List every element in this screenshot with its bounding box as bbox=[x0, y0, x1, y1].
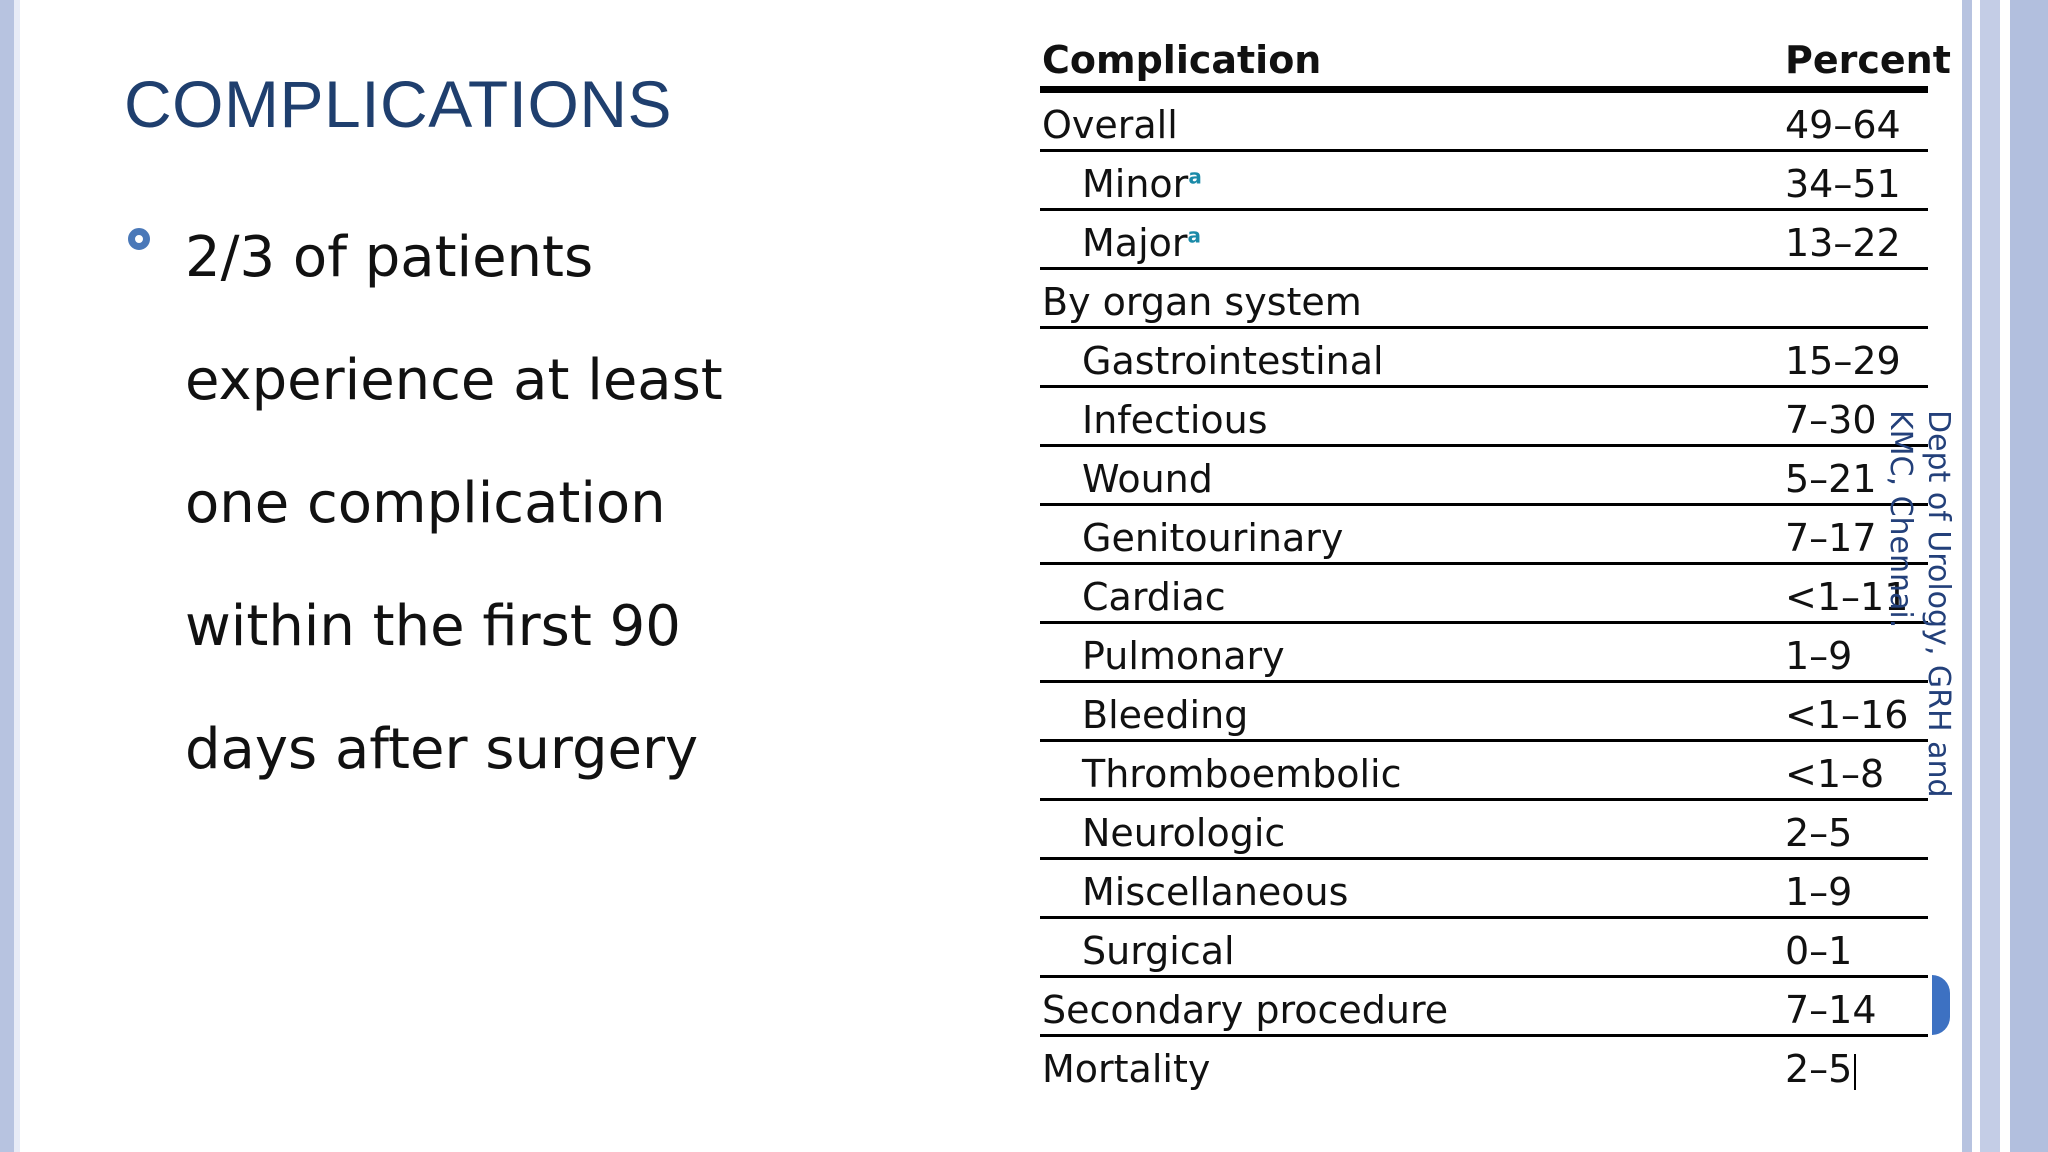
row-value: <1–8 bbox=[1785, 752, 1885, 796]
row-label: Neurologic bbox=[1082, 811, 1286, 855]
table-row bbox=[1040, 270, 1928, 329]
row-value: <1–11 bbox=[1785, 575, 1909, 619]
bullet-text bbox=[185, 196, 723, 811]
next-slide-arrow-icon[interactable] bbox=[1932, 975, 1950, 1035]
footnote-marker: a bbox=[1187, 223, 1202, 248]
right-border-stripe bbox=[1980, 0, 2000, 1152]
complications-table bbox=[1040, 36, 1951, 1093]
row-label: Infectious bbox=[1082, 398, 1268, 442]
bullet-line: one complication bbox=[185, 471, 666, 536]
header-percent: Percent bbox=[1785, 38, 1951, 82]
bullet-line: days after surgery bbox=[185, 717, 699, 782]
table-row bbox=[1040, 978, 1928, 1037]
row-value: <1–16 bbox=[1785, 693, 1909, 737]
row-label: Secondary procedure bbox=[1042, 988, 1449, 1032]
slide-title: COMPLICATIONS bbox=[124, 67, 673, 141]
table-row bbox=[1040, 683, 1928, 742]
department-note: Dept of Urology, GRH and KMC, Chennai. bbox=[1883, 410, 1956, 798]
row-label: Mortality bbox=[1042, 1047, 1211, 1091]
row-label: Cardiac bbox=[1082, 575, 1226, 619]
row-label: Minor$^a$ bbox=[1082, 162, 1202, 206]
row-value: 2–5 bbox=[1785, 811, 1853, 855]
table-row bbox=[1040, 919, 1928, 978]
row-label: Genitourinary bbox=[1082, 516, 1344, 560]
table-row bbox=[1040, 388, 1928, 447]
bullet-circle-icon bbox=[128, 228, 150, 250]
table-row bbox=[1040, 860, 1928, 919]
row-label: Overall bbox=[1042, 103, 1178, 147]
row-value: 15–29 bbox=[1785, 339, 1901, 383]
row-value: 7–30 bbox=[1785, 398, 1877, 442]
table-row bbox=[1040, 93, 1928, 152]
row-value: 7–14 bbox=[1785, 988, 1877, 1032]
left-border bbox=[0, 0, 14, 1152]
table-row bbox=[1040, 742, 1928, 801]
bullet-line: experience at least bbox=[185, 348, 723, 413]
row-value: 49–64 bbox=[1785, 103, 1901, 147]
row-label: Gastrointestinal bbox=[1082, 339, 1384, 383]
table-row bbox=[1040, 447, 1928, 506]
table-row bbox=[1040, 565, 1928, 624]
row-label: Thromboembolic bbox=[1082, 752, 1402, 796]
row-value: 1–9 bbox=[1785, 634, 1853, 678]
table-row bbox=[1040, 506, 1928, 565]
table-row bbox=[1040, 801, 1928, 860]
bullet-line: within the first 90 bbox=[185, 594, 681, 659]
table-row bbox=[1040, 624, 1928, 683]
row-label: By organ system bbox=[1042, 280, 1362, 324]
table-row bbox=[1040, 329, 1928, 388]
row-value: 5–21 bbox=[1785, 457, 1877, 501]
table-row bbox=[1040, 211, 1928, 270]
table-header bbox=[1040, 36, 1951, 93]
right-border-stripe bbox=[1962, 0, 1972, 1152]
row-label: Miscellaneous bbox=[1082, 870, 1349, 914]
row-value: 7–17 bbox=[1785, 516, 1877, 560]
right-border-stripe bbox=[2010, 0, 2048, 1152]
table-row bbox=[1040, 152, 1928, 211]
row-label: Surgical bbox=[1082, 929, 1235, 973]
bullet-line: 2/3 of patients bbox=[185, 225, 594, 290]
row-label: Major$^a$ bbox=[1082, 221, 1202, 265]
table-row bbox=[1040, 1037, 1928, 1093]
row-value: 0–1 bbox=[1785, 929, 1853, 973]
row-label: Pulmonary bbox=[1082, 634, 1285, 678]
row-value: 13–22 bbox=[1785, 221, 1901, 265]
footnote-marker: a bbox=[1188, 164, 1202, 189]
text-cursor bbox=[1854, 1054, 1856, 1090]
row-value: 2–5 bbox=[1785, 1047, 1856, 1091]
row-label: Bleeding bbox=[1082, 693, 1249, 737]
row-value: 1–9 bbox=[1785, 870, 1853, 914]
left-border-accent bbox=[14, 0, 20, 1152]
header-complication: Complication bbox=[1042, 38, 1322, 82]
row-label: Wound bbox=[1082, 457, 1213, 501]
row-value: 34–51 bbox=[1785, 162, 1901, 206]
